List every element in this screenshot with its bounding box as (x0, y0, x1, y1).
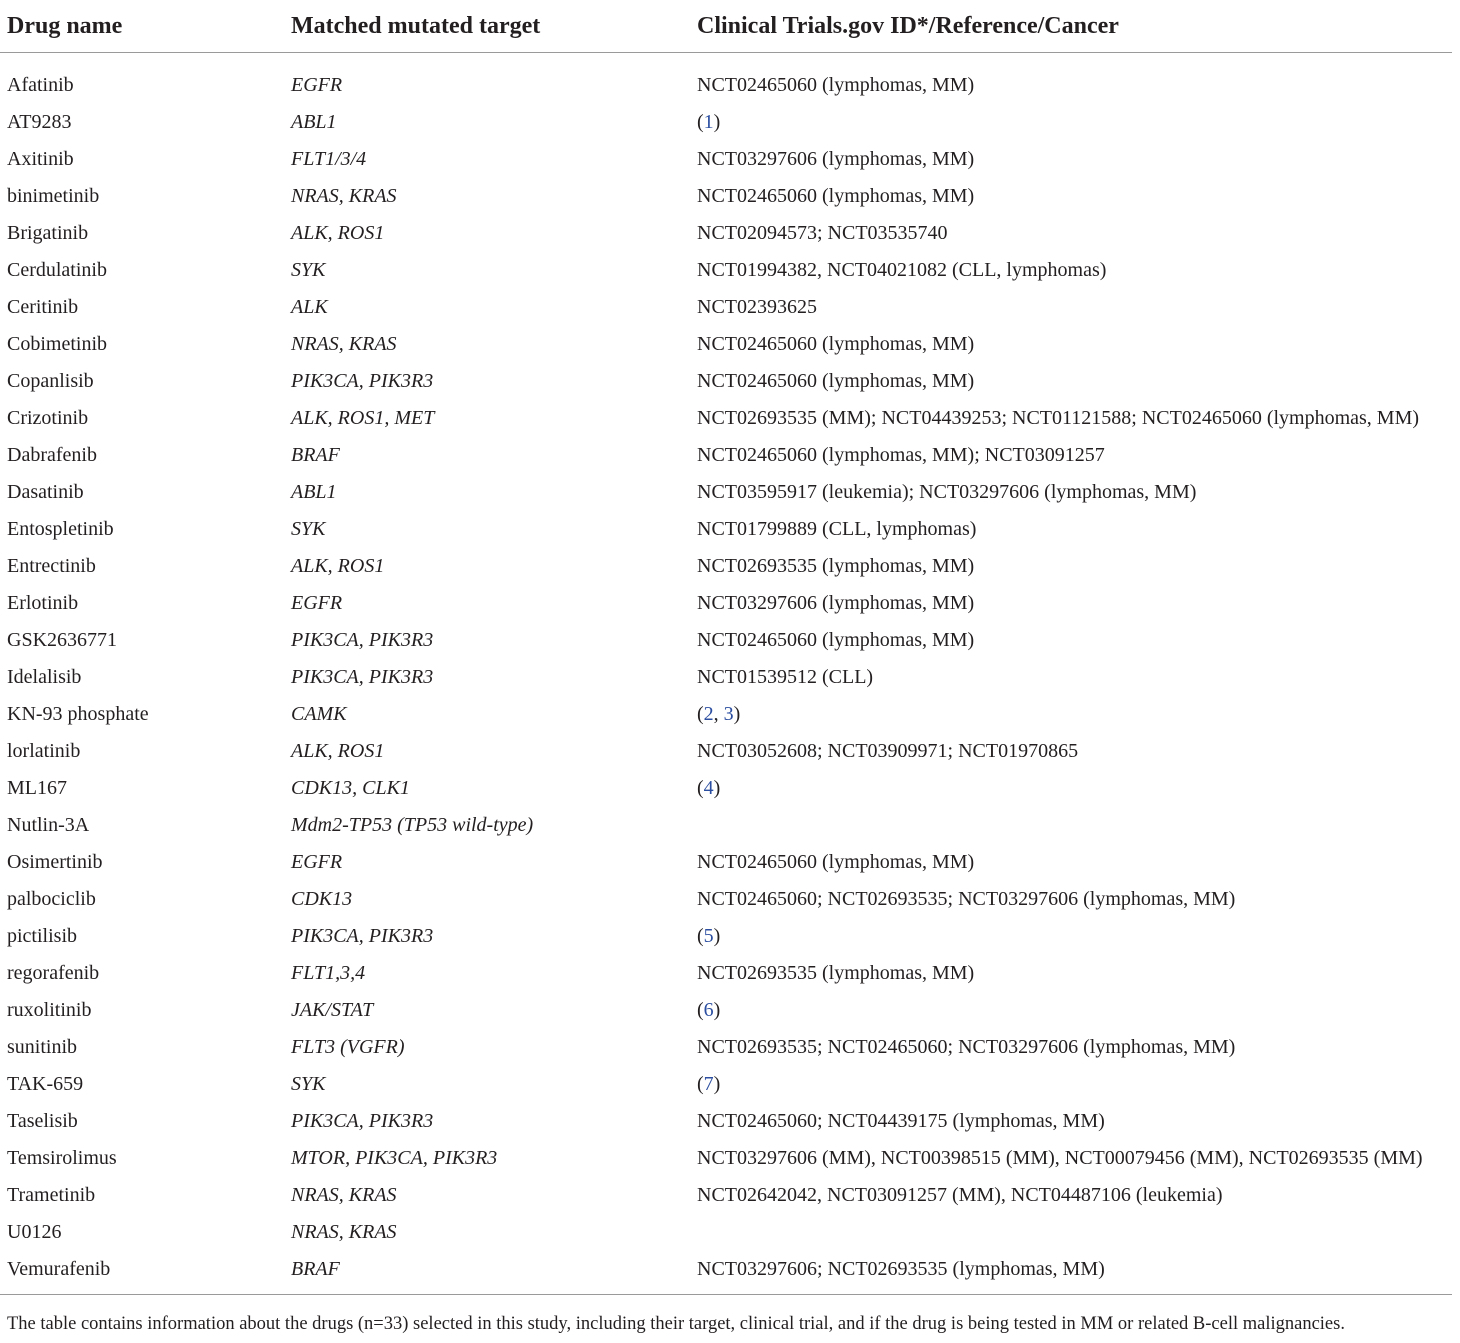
drug-name-cell: regorafenib (7, 962, 100, 984)
table-row (0, 1177, 1452, 1214)
reference-link[interactable]: 2 (703, 703, 714, 725)
reference-link[interactable]: 4 (703, 777, 714, 799)
target-cell: PIK3CA, PIK3R3 (291, 370, 434, 392)
drug-name-cell: pictilisib (7, 925, 77, 947)
table-row (0, 955, 1452, 992)
drug-name-cell: KN-93 phosphate (7, 703, 149, 725)
trial-cell: NCT02465060; NCT04439175 (lymphomas, MM) (697, 1110, 1105, 1132)
table-row (0, 53, 1452, 105)
header-row (0, 0, 1452, 53)
trial-cell: NCT02693535 (lymphomas, MM) (697, 962, 975, 984)
table-row (0, 326, 1452, 363)
trial-cell: (6) (697, 999, 721, 1021)
drug-name-cell: Afatinib (7, 74, 74, 96)
trial-cell: NCT02393625 (697, 296, 817, 318)
table-row (0, 844, 1452, 881)
target-cell: ALK, ROS1 (291, 222, 385, 244)
trial-cell: NCT02465060 (lymphomas, MM) (697, 185, 975, 207)
target-cell: BRAF (284, 1251, 690, 1295)
target-cell: MTOR, PIK3CA, PIK3R3 (291, 1147, 498, 1169)
trial-cell: (7) (697, 1073, 721, 1095)
table-row (0, 918, 1452, 955)
trial-cell: (1) (697, 111, 721, 133)
table-row (0, 178, 1452, 215)
trial-cell: NCT02465060 (lymphomas, MM) (697, 74, 975, 96)
target-cell: ALK (291, 296, 328, 318)
trial-cell: NCT01994382, NCT04021082 (CLL, lymphomas) (697, 259, 1107, 281)
table-header (0, 0, 1452, 53)
trial-cell (690, 807, 1452, 844)
table-row (0, 770, 1452, 807)
drug-name-cell: AT9283 (7, 111, 72, 133)
target-cell: Mdm2-TP53 (TP53 wild-type) (291, 814, 534, 836)
trial-cell: (5) (697, 925, 721, 947)
trial-cell: NCT03595917 (leukemia); NCT03297606 (lymphomas, MM) (697, 481, 1197, 503)
table-footnote: The table contains information about the drugs (n=33) selected in this study, including their target, clinical trial, and if the drug is being tested in MM or related B-cell malignancies. (7, 1314, 1345, 1334)
reference-link[interactable]: 1 (703, 111, 714, 133)
drug-name-cell: Axitinib (7, 148, 74, 170)
target-cell: EGFR (291, 851, 343, 873)
table-row (0, 1140, 1452, 1177)
trial-cell: NCT03297606 (lymphomas, MM) (697, 592, 975, 614)
target-cell: ABL1 (291, 481, 337, 503)
table-row (0, 622, 1452, 659)
target-cell: CDK13, CLK1 (291, 777, 410, 799)
target-cell: FLT1/3/4 (291, 148, 367, 170)
reference-link[interactable]: 5 (703, 925, 714, 947)
table-body (0, 53, 1452, 1295)
drug-name-cell: Dasatinib (7, 481, 84, 503)
target-cell: SYK (291, 259, 326, 281)
trial-cell: NCT02693535 (lymphomas, MM) (697, 555, 975, 577)
target-cell: NRAS, KRAS (291, 333, 397, 355)
drug-name-cell: Nutlin-3A (7, 814, 90, 836)
table-row (0, 807, 1452, 844)
table-row (0, 289, 1452, 326)
trial-cell: NCT02465060; NCT02693535; NCT03297606 (lymphomas, MM) (697, 888, 1236, 910)
trial-cell: NCT01799889 (CLL, lymphomas) (697, 518, 977, 540)
target-cell: NRAS, KRAS (291, 1184, 397, 1206)
table-row (0, 696, 1452, 733)
trial-cell: NCT03297606 (MM), NCT00398515 (MM), NCT00079456 (MM), NCT02693535 (MM) (697, 1147, 1423, 1169)
target-cell: BRAF (291, 444, 340, 466)
drug-name-cell: Temsirolimus (7, 1147, 117, 1169)
drug-name-cell: Cobimetinib (7, 333, 107, 355)
drug-name-cell: TAK-659 (7, 1073, 84, 1095)
header-clinical-trials: Clinical Trials.gov ID*/Reference/Cancer (690, 0, 1452, 53)
drug-name-cell: sunitinib (7, 1036, 78, 1058)
trial-cell: NCT03297606; NCT02693535 (lymphomas, MM) (690, 1251, 1452, 1295)
trial-cell (690, 1214, 1452, 1251)
drug-name-cell: Ceritinib (7, 296, 79, 318)
table-row (0, 437, 1452, 474)
header-drug-name: Drug name (0, 0, 284, 53)
target-cell: FLT1,3,4 (291, 962, 366, 984)
drug-name-cell: Brigatinib (7, 222, 89, 244)
target-cell: CDK13 (291, 888, 353, 910)
drug-name-cell: binimetinib (7, 185, 100, 207)
target-cell: PIK3CA, PIK3R3 (291, 629, 434, 651)
table-row (0, 1066, 1452, 1103)
drug-name-cell: Idelalisib (7, 666, 82, 688)
drug-name-cell: ruxolitinib (7, 999, 92, 1021)
target-cell: CAMK (291, 703, 347, 725)
drug-name-cell: ML167 (7, 777, 67, 799)
table-row (0, 881, 1452, 918)
table-row (0, 548, 1452, 585)
table-row (0, 400, 1452, 437)
drug-name-cell: Entospletinib (7, 518, 114, 540)
drug-name-cell: lorlatinib (7, 740, 81, 762)
table-row (0, 1214, 1452, 1251)
table-row (0, 511, 1452, 548)
table-row (0, 992, 1452, 1029)
drug-name-cell: Osimertinib (7, 851, 103, 873)
trial-cell: NCT02465060 (lymphomas, MM) (697, 851, 975, 873)
drug-name-cell: Cerdulatinib (7, 259, 107, 281)
trial-cell: NCT03052608; NCT03909971; NCT01970865 (697, 740, 1079, 762)
target-cell: JAK/STAT (291, 999, 374, 1021)
target-cell: PIK3CA, PIK3R3 (291, 925, 434, 947)
drug-name-cell: Trametinib (7, 1184, 96, 1206)
drug-name-cell: Dabrafenib (7, 444, 97, 466)
trial-cell: NCT02693535; NCT02465060; NCT03297606 (lymphomas, MM) (697, 1036, 1236, 1058)
table-row (0, 659, 1452, 696)
drug-name-cell: U0126 (7, 1221, 62, 1243)
target-cell: PIK3CA, PIK3R3 (291, 666, 434, 688)
trial-cell: (2, 3) (697, 703, 741, 725)
table-row (0, 215, 1452, 252)
drug-name-cell: Taselisib (7, 1110, 78, 1132)
target-cell: NRAS, KRAS (291, 1221, 397, 1243)
table-row (0, 1251, 1452, 1295)
table-row (0, 1029, 1452, 1066)
target-cell: SYK (291, 518, 326, 540)
trial-cell: (4) (697, 777, 721, 799)
target-cell: ALK, ROS1 (291, 740, 385, 762)
reference-link[interactable]: 6 (703, 999, 714, 1021)
drug-name-cell: GSK2636771 (7, 629, 118, 651)
trial-cell: NCT02465060 (lymphomas, MM) (697, 333, 975, 355)
drug-name-cell: Copanlisib (7, 370, 94, 392)
trial-cell: NCT02465060 (lymphomas, MM); NCT03091257 (697, 444, 1105, 466)
drug-name-cell: palbociclib (7, 888, 96, 910)
table-row (0, 733, 1452, 770)
reference-link[interactable]: 3 (723, 703, 734, 725)
drug-name-cell: Entrectinib (7, 555, 96, 577)
trial-cell: NCT03297606 (lymphomas, MM) (697, 148, 975, 170)
target-cell: ALK, ROS1, MET (291, 407, 435, 429)
table-row (0, 104, 1452, 141)
target-cell: PIK3CA, PIK3R3 (291, 1110, 434, 1132)
target-cell: FLT3 (VGFR) (291, 1036, 405, 1058)
drug-name-cell: Crizotinib (7, 407, 89, 429)
trial-cell: NCT02094573; NCT03535740 (697, 222, 948, 244)
trial-cell: NCT02465060 (lymphomas, MM) (697, 629, 975, 651)
target-cell: EGFR (291, 592, 343, 614)
trial-cell: NCT02642042, NCT03091257 (MM), NCT04487106 (leukemia) (697, 1184, 1223, 1206)
target-cell: ABL1 (291, 111, 337, 133)
target-cell: EGFR (291, 74, 343, 96)
table-row (0, 363, 1452, 400)
header-matched-target: Matched mutated target (284, 0, 690, 53)
trial-cell: NCT01539512 (CLL) (697, 666, 874, 688)
table-row (0, 141, 1452, 178)
table-row (0, 252, 1452, 289)
trial-cell: NCT02465060 (lymphomas, MM) (697, 370, 975, 392)
trial-cell: NCT02693535 (MM); NCT04439253; NCT01121588; NCT02465060 (lymphomas, MM) (697, 407, 1420, 429)
target-cell: ALK, ROS1 (291, 555, 385, 577)
drug-name-cell: Erlotinib (7, 592, 79, 614)
table-row (0, 474, 1452, 511)
drug-name-cell: Vemurafenib (0, 1251, 284, 1295)
target-cell: NRAS, KRAS (291, 185, 397, 207)
table-row (0, 585, 1452, 622)
table-row (0, 1103, 1452, 1140)
target-cell: SYK (291, 1073, 326, 1095)
reference-link[interactable]: 7 (703, 1073, 714, 1095)
